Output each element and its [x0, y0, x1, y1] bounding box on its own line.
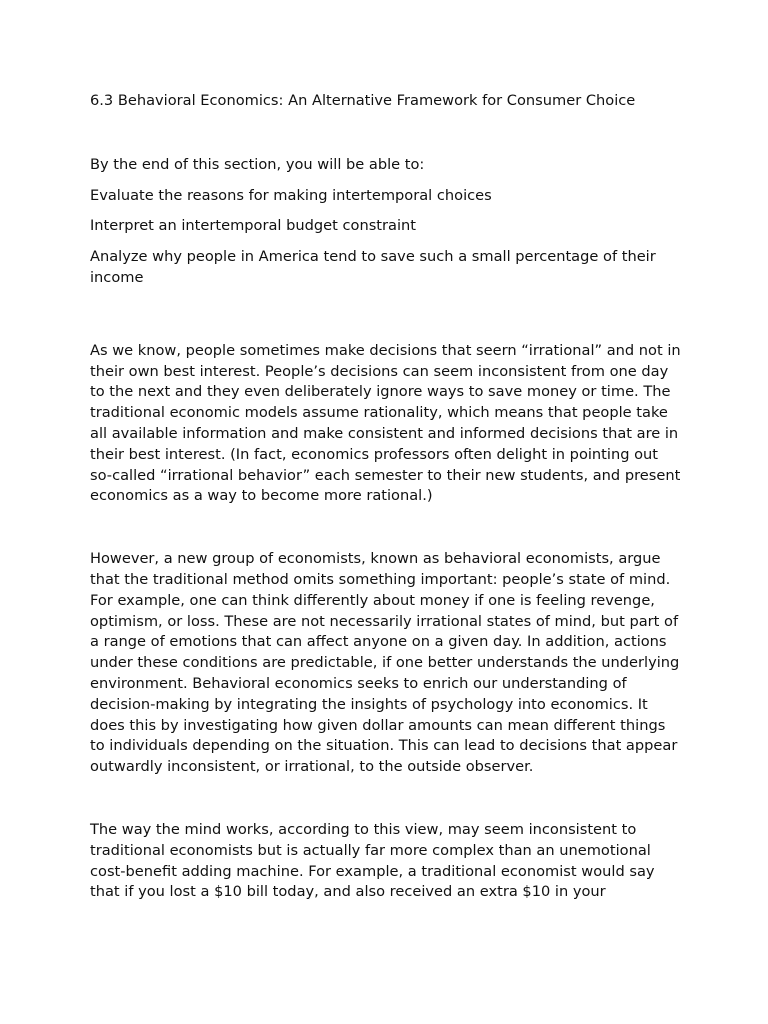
- spacer: [90, 299, 682, 341]
- learning-objective: Interpret an intertemporal budget constraint: [90, 217, 416, 235]
- document-page: [90, 91, 682, 903]
- learning-objective: Evaluate the reasons for making intertemporal choices: [90, 186, 492, 204]
- body-paragraph: The way the mind works, according to this view, may seem inconsistent to traditional economists but is actually far more complex than an unemotional cost-benefit adding machine. For example, a traditional economist would say that if you lost a $10 bill today, and also received an extra $10 in your: [90, 820, 655, 901]
- learning-objectives-intro: By the end of this section, you will be able to:: [90, 155, 425, 173]
- spacer: [90, 507, 682, 549]
- spacer: [90, 778, 682, 820]
- body-paragraph: As we know, people sometimes make decisions that seern “irrational” and not in their own best interest. People’s decisions can seem inconsistent from one day to the next and they even deliberately ignore ways to save money or time. The traditional economic models assume rationality, which means that people take all available information and make consistent and informed decisions that are in their best interest. (In fact, economics professors often delight in pointing out so-called “irrational behavior” each semester to their new students, and present economics as a way to become more rational.): [90, 341, 681, 505]
- section-title: 6.3 Behavioral Economics: An Alternative Framework for Consumer Choice: [90, 92, 636, 109]
- body-paragraph: However, a new group of economists, known as behavioral economists, argue that the traditional method omits something important: people’s state of mind. For example, one can think differently about money if one is feeling revenge, optimism, or loss. These are not necessarily irrational states of mind, but part of a range of emotions that can affect anyone on a given day. In addition, actions under these conditions are predictable, if one better understands the underlying environment. Behavioral economics seeks to enrich our understanding of decision-making by integrating the insights of psychology into economics. It does this by investigating how given dollar amounts can mean different things to individuals depending on the situation. This can lead to decisions that appear outwardly inconsistent, or irrational, to the outside observer.: [90, 550, 680, 776]
- learning-objective: Analyze why people in America tend to save such a small percentage of their income: [90, 248, 656, 286]
- learning-objectives-list: [90, 186, 682, 289]
